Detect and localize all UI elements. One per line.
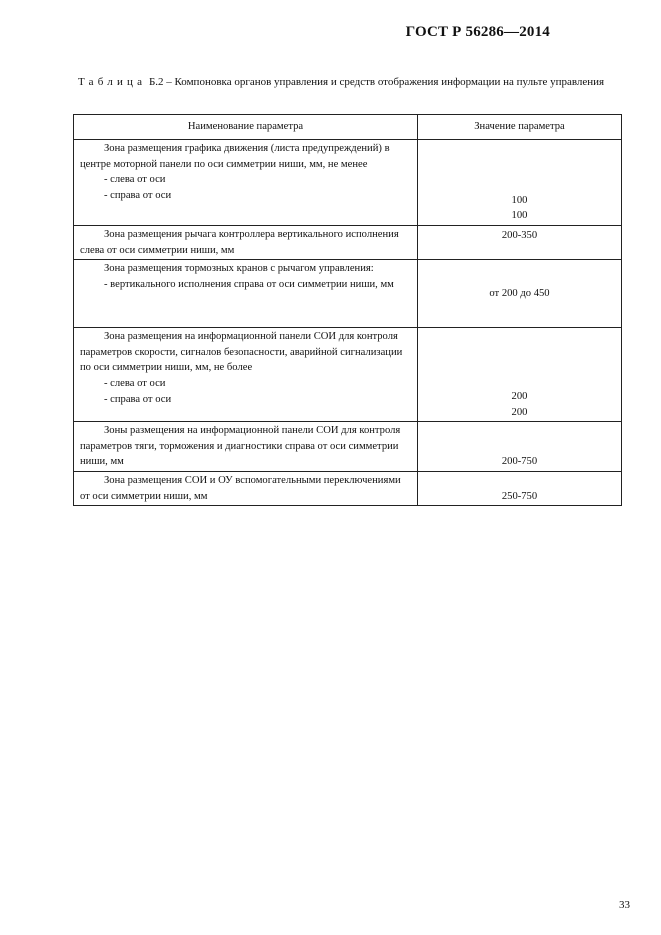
table-row [74, 471, 622, 505]
row-value: 200-750 [501, 456, 538, 468]
row-value-cell [418, 328, 622, 422]
row-value: 100 [511, 210, 528, 222]
row-name-cell [74, 226, 418, 260]
row-value-cell [418, 422, 622, 472]
caption-text: Б.2 – Компоновка органов управления и средств отображения информации на пульте управления [146, 76, 605, 88]
row-value-cell [418, 260, 622, 328]
row-value: 200-350 [501, 230, 538, 241]
row-name-cell [74, 328, 418, 422]
document-header: ГОСТ Р 56286—2014 [405, 24, 550, 40]
row-name: Зона размещения графика движения (листа предупреждений) в центре моторной панели по оси симметрии ниши, мм, не менее [80, 143, 390, 170]
row-name: Зона размещения тормозных кранов с рычагом управления: [104, 263, 374, 275]
table-row [74, 328, 622, 422]
table-header-row [74, 115, 622, 140]
column-header-value: Значение параметра [418, 115, 622, 140]
table-row [74, 422, 622, 472]
row-name-cell [74, 140, 418, 226]
row-value-cell [418, 226, 622, 260]
row-value: 200 [511, 391, 528, 402]
row-value-cell [418, 140, 622, 226]
table-caption [78, 70, 629, 94]
row-name-cell [74, 422, 418, 472]
row-sub-item: - слева от оси [104, 174, 166, 186]
row-name: Зона размещения рычага контроллера вертикального исполнения слева от оси симметрии ниши, мм [80, 229, 399, 256]
caption-lead: Таблица [78, 76, 147, 88]
row-name-cell [74, 471, 418, 505]
row-name-cell [74, 260, 418, 328]
column-header-name: Наименование параметра [74, 115, 418, 140]
table-row [74, 226, 622, 260]
row-sub-item: - вертикального исполнения справа от оси симметрии ниши, мм [104, 278, 394, 290]
row-sub-item: - справа от оси [104, 189, 172, 201]
row-name: Зоны размещения на информационной панели СОИ для контроля параметров тяги, торможения и диагностики справа от оси симметрии ниши, мм [80, 425, 401, 468]
row-name: Зона размещения на информационной панели СОИ для контроля параметров скорости, сигналов безопасности, аварийной сигнализации по оси симметрии ниши, мм, не более [80, 331, 403, 374]
row-name: Зона размещения СОИ и ОУ вспомогательными переключениями от оси симметрии ниши, мм [80, 474, 401, 502]
row-value: 250-750 [501, 490, 538, 502]
row-value: от 200 до 450 [489, 287, 550, 299]
table-row [74, 260, 622, 328]
row-sub-item: - слева от оси [104, 377, 166, 389]
row-sub-item: - справа от оси [104, 393, 172, 405]
row-value: 100 [511, 194, 528, 206]
page-number: 33 [619, 899, 630, 911]
table-row [74, 140, 622, 226]
row-value-cell [418, 471, 622, 505]
row-value: 200 [511, 406, 528, 418]
parameters-table [73, 114, 622, 506]
